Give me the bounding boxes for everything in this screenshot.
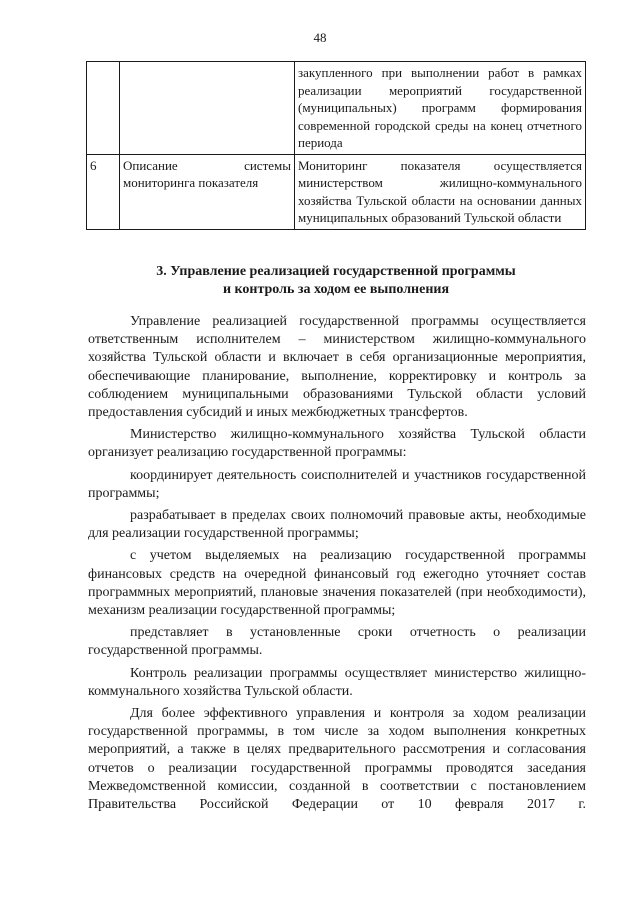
table-cell-value: закупленного при выполнении работ в рамках реализации мероприятий государственной (муниципальных) программ формирования современной городской среды на конец отчетного периода (295, 62, 586, 155)
paragraph: с учетом выделяемых на реализацию государственной программы финансовых средств на очередной финансовый год ежегодно уточняет состав программных мероприятий, плановые значения показателей (при необходимости), механизм реализации государственной программы; (88, 548, 586, 619)
table-row (87, 154, 586, 229)
indicator-table (86, 61, 586, 230)
paragraph: разрабатывает в пределах своих полномочий правовые акты, необходимые для реализации государственной программы; (88, 508, 586, 542)
paragraph: Министерство жилищно-коммунального хозяйства Тульской области организует реализацию государственной программы: (88, 427, 586, 461)
table-cell-number: 6 (87, 154, 120, 229)
table-row (87, 62, 586, 155)
paragraph: координирует деятельность соисполнителей и участников государственной программы; (88, 467, 586, 501)
paragraph: Управление реализацией государственной программы осуществляется ответственным исполнителем – министерством жилищно-коммунального хозяйства Тульской области и включает в себя организационные мероприятия, обеспечивающие планирование, выполнение, корректировку и контроль за соблюдением муниципальными образованиями Тульской области условий предоставления субсидий и иных межбюджетных трансфертов. (88, 314, 586, 421)
page-number: 48 (313, 30, 327, 45)
table-cell-label (120, 62, 295, 155)
paragraph: Контроль реализации программы осуществляет министерство жилищно-коммунального хозяйства Тульской области. (88, 665, 586, 699)
table-cell-number (87, 62, 120, 155)
section-title-line-2: и контроль за ходом ее выполнения (222, 282, 450, 297)
table-cell-value: Мониторинг показателя осуществляется министерством жилищно-коммунального хозяйства Тульской области на основании данных муниципальных образований Тульской области (295, 154, 586, 229)
table-cell-label: Описание системы мониторинга показателя (120, 154, 295, 229)
body-text (88, 313, 586, 818)
section-heading (86, 263, 586, 299)
paragraph: представляет в установленные сроки отчетность о реализации государственной программы. (88, 625, 586, 659)
section-title-line-1: 3. Управление реализацией государственной программы (156, 264, 516, 279)
paragraph: Для более эффективного управления и контроля за ходом реализации государственной программы, в том числе за ходом выполнения конкретных мероприятий, а также в целях предварительного рассмотрения и согласования отчетов о реализации государственной программы проводятся заседания Межведомственной комиссии, созданной в соответствии с постановлением Правительства Российской Федерации от 10 февраля 2017 г. (88, 706, 586, 813)
